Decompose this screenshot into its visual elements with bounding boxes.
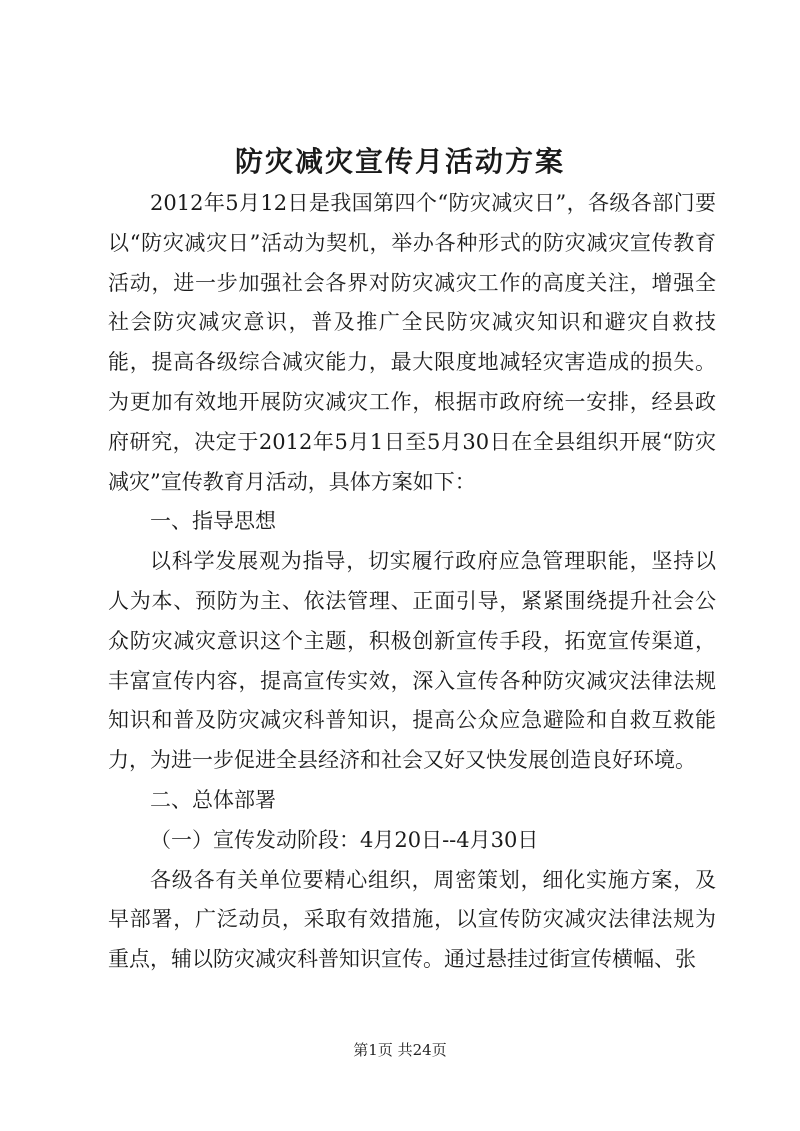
section-heading-overall-deployment: 二、总体部署 [150, 787, 276, 812]
page-number-footer: 第1页 共24页 [353, 1041, 447, 1059]
publicity-phase-paragraph: 各级各有关单位要精心组织，周密策划，细化实施方案，及早部署，广泛动员，采取有效措施，以宣传防灾减灾法律法规为重点，辅以防灾减灾科普知识宣传。通过悬挂过街宣传横幅、张 [108, 867, 716, 972]
document-title: 防灾减灾宣传月活动方案 [234, 145, 565, 178]
phase-heading-publicity: （一）宣传发动阶段：4月20日--4月30日 [150, 827, 539, 852]
guiding-ideology-paragraph: 以科学发展观为指导，切实履行政府应急管理职能，坚持以人为本、预防为主、依法管理、正面引导，紧紧围绕提升社会公众防灾减灾意识这个主题，积极创新宣传手段，拓宽宣传渠道，丰富宣传内容，提高宣传实效，深入宣传各种防灾减灾法律法规知识和普及防灾减灾科普知识，提高公众应急避险和自救互救能力，为进一步促进全县经济和社会又好又快发展创造良好环境。 [108, 549, 716, 773]
document-body [108, 184, 716, 980]
intro-paragraph: 2012年5月12日是我国第四个“防灾减灾日”，各级各部门要以“防灾减灾日”活动为契机，举办各种形式的防灾减灾宣传教育活动，进一步加强社会各界对防灾减灾工作的高度关注，增强全社会防灾减灾意识，普及推广全民防灾减灾知识和避灾自救技能，提高各级综合减灾能力，最大限度地减轻灾害造成的损失。为更加有效地开展防灾减灾工作，根据市政府统一安排，经县政府研究，决定于2012年5月1日至5月30日在全县组织开展“防灾减灾”宣传教育月活动，具体方案如下： [108, 191, 716, 494]
section-heading-guiding-ideology: 一、指导思想 [150, 509, 276, 534]
